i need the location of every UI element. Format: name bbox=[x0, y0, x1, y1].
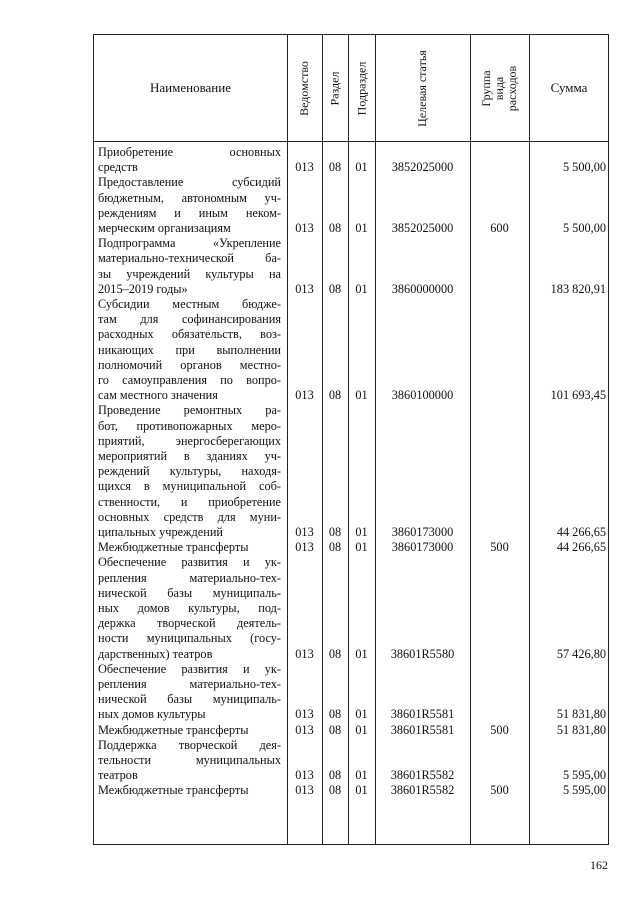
row-sum-cell: 5 595,00 bbox=[562, 768, 606, 783]
row-name-line: Обеспечение развития и ук- bbox=[98, 661, 281, 676]
row-sec-cell: 08 bbox=[328, 783, 342, 798]
row-name-line: Подпрограмма «Укрепление bbox=[98, 236, 281, 251]
row-name-line: расходных обязательств, воз- bbox=[98, 327, 281, 342]
row-name-line: репления материально-тех- bbox=[98, 677, 281, 691]
row-name-line: Межбюджетные трансферты bbox=[98, 540, 249, 555]
header-group: Группа вида расходов bbox=[479, 65, 519, 111]
row-dept-cell: 013 bbox=[295, 160, 314, 175]
row-name-line: 2015–2019 годы» bbox=[98, 281, 188, 296]
header-dept: Ведомство bbox=[297, 60, 312, 116]
row-sec-cell: 08 bbox=[328, 540, 342, 555]
row-sec-cell: 08 bbox=[328, 722, 342, 737]
row-name-line: тельности муниципальных bbox=[98, 753, 281, 767]
row-sum-cell: 51 831,80 bbox=[556, 707, 606, 722]
header-divider bbox=[94, 141, 608, 142]
row-sum-cell: 44 266,65 bbox=[556, 540, 606, 555]
row-name-line: Межбюджетные трансферты bbox=[98, 783, 249, 798]
row-sum-cell: 51 831,80 bbox=[556, 722, 606, 737]
row-sum-cell: 44 266,65 bbox=[556, 525, 606, 539]
row-dept-cell: 013 bbox=[295, 646, 314, 661]
row-dept-cell: 013 bbox=[295, 768, 314, 783]
row-sub-cell: 01 bbox=[355, 707, 368, 722]
row-name-line: держка творческой деятель- bbox=[98, 616, 281, 631]
row-sec-cell: 08 bbox=[328, 768, 342, 783]
row-sum-cell: 5 595,00 bbox=[562, 783, 606, 798]
row-dept-cell: 013 bbox=[295, 540, 314, 555]
row-name-line: приятий, энергосберегающих bbox=[98, 433, 281, 448]
row-name-line: ципальных учреждений bbox=[98, 525, 224, 539]
row-name-line: ственности, и приобретение bbox=[98, 494, 281, 509]
row-name-line: ности муниципальных (госу- bbox=[98, 631, 281, 646]
row-target-cell: 38601R5582 bbox=[390, 783, 455, 798]
row-group-cell: 600 bbox=[490, 221, 509, 235]
row-name-line: нической базы муниципаль- bbox=[98, 585, 281, 600]
row-sub-cell: 01 bbox=[355, 540, 368, 555]
row-dept-cell: 013 bbox=[295, 707, 314, 722]
row-sub-cell: 01 bbox=[355, 281, 368, 296]
row-name-line: го самоуправления по вопро- bbox=[98, 373, 281, 387]
row-name-line: мероприятий в зданиях уч- bbox=[98, 449, 281, 463]
row-sec-cell: 08 bbox=[328, 525, 342, 539]
row-target-cell: 38601R5581 bbox=[390, 707, 455, 722]
row-sub-cell: 01 bbox=[355, 525, 368, 539]
row-name-line: средств bbox=[98, 160, 138, 175]
row-name-line: реждениям и иным неком- bbox=[98, 205, 281, 220]
header-sum: Сумма bbox=[550, 80, 588, 95]
header-target: Целевая статья bbox=[414, 49, 429, 127]
row-group-cell: 500 bbox=[490, 540, 509, 555]
row-sub-cell: 01 bbox=[355, 722, 368, 737]
row-sum-cell: 5 500,00 bbox=[562, 160, 606, 175]
row-target-cell: 3860000000 bbox=[391, 281, 454, 296]
row-sub-cell: 01 bbox=[355, 783, 368, 798]
row-target-cell: 3860173000 bbox=[391, 525, 454, 539]
row-name-line: театров bbox=[98, 768, 138, 783]
row-sub-cell: 01 bbox=[355, 160, 368, 175]
row-sub-cell: 01 bbox=[355, 221, 368, 235]
row-name-line: репления материально-тех- bbox=[98, 570, 281, 585]
row-sum-cell: 5 500,00 bbox=[562, 221, 606, 235]
row-name-line: полномочий органов местно- bbox=[98, 357, 281, 372]
header-subsection: Подраздел bbox=[354, 61, 369, 115]
row-name-line: Межбюджетные трансферты bbox=[98, 722, 249, 737]
row-name-line: щихся в муниципальной соб- bbox=[98, 479, 281, 494]
row-sum-cell: 183 820,91 bbox=[550, 281, 606, 296]
row-sec-cell: 08 bbox=[328, 221, 342, 235]
header-name: Наименование bbox=[150, 80, 231, 95]
row-name-line: зы учреждений культуры на bbox=[98, 266, 281, 281]
row-target-cell: 38601R5582 bbox=[390, 768, 455, 783]
row-sec-cell: 08 bbox=[328, 388, 342, 403]
row-dept-cell: 013 bbox=[295, 388, 314, 403]
row-name-line: бот, противопожарных меро- bbox=[98, 418, 281, 433]
row-name-line: Поддержка творческой дея- bbox=[98, 737, 281, 752]
row-dept-cell: 013 bbox=[295, 783, 314, 798]
row-sub-cell: 01 bbox=[355, 646, 368, 661]
row-name-line: бюджетным, автономным уч- bbox=[98, 190, 281, 205]
row-name-line: ных домов культуры, под- bbox=[98, 601, 281, 615]
row-name-line: нической базы муниципаль- bbox=[98, 692, 281, 707]
row-group-cell: 500 bbox=[490, 783, 509, 798]
row-name-line: материально-технической ба- bbox=[98, 251, 281, 266]
row-sub-cell: 01 bbox=[355, 388, 368, 403]
row-name-line: Предоставление субсидий bbox=[98, 175, 281, 190]
row-name-line: Проведение ремонтных ра- bbox=[98, 403, 281, 418]
row-target-cell: 3852025000 bbox=[391, 221, 454, 235]
row-dept-cell: 013 bbox=[295, 281, 314, 296]
row-group-cell: 500 bbox=[490, 722, 509, 737]
row-name-line: мерческим организациям bbox=[98, 221, 231, 235]
row-name-line: там для софинансирования bbox=[98, 312, 281, 327]
row-name-line: дарственных) театров bbox=[98, 646, 213, 661]
row-target-cell: 3852025000 bbox=[391, 160, 454, 175]
row-sum-cell: 57 426,80 bbox=[556, 646, 606, 661]
row-name-line: Субсидии местным бюдже- bbox=[98, 297, 281, 311]
row-sec-cell: 08 bbox=[328, 707, 342, 722]
row-name-line: ных домов культуры bbox=[98, 707, 206, 722]
row-name-line: Обеспечение развития и ук- bbox=[98, 555, 281, 570]
row-dept-cell: 013 bbox=[295, 722, 314, 737]
row-sub-cell: 01 bbox=[355, 768, 368, 783]
row-name-line: основных средств для муни- bbox=[98, 509, 281, 524]
row-sec-cell: 08 bbox=[328, 281, 342, 296]
row-sum-cell: 101 693,45 bbox=[550, 388, 606, 403]
row-target-cell: 3860100000 bbox=[391, 388, 454, 403]
row-dept-cell: 013 bbox=[295, 221, 314, 235]
row-sec-cell: 08 bbox=[328, 646, 342, 661]
row-dept-cell: 013 bbox=[295, 525, 314, 539]
row-name-line: Приобретение основных bbox=[98, 145, 281, 159]
page-number: 162 bbox=[590, 858, 608, 872]
row-target-cell: 38601R5580 bbox=[390, 646, 455, 661]
budget-table bbox=[93, 34, 609, 845]
row-target-cell: 38601R5581 bbox=[390, 722, 455, 737]
row-target-cell: 3860173000 bbox=[391, 540, 454, 555]
row-name-line: сам местного значения bbox=[98, 388, 218, 403]
row-sec-cell: 08 bbox=[328, 160, 342, 175]
row-name-line: реждений культуры, находя- bbox=[98, 464, 281, 479]
row-name-line: никающих при выполнении bbox=[98, 342, 281, 357]
header-section: Раздел bbox=[327, 71, 342, 105]
